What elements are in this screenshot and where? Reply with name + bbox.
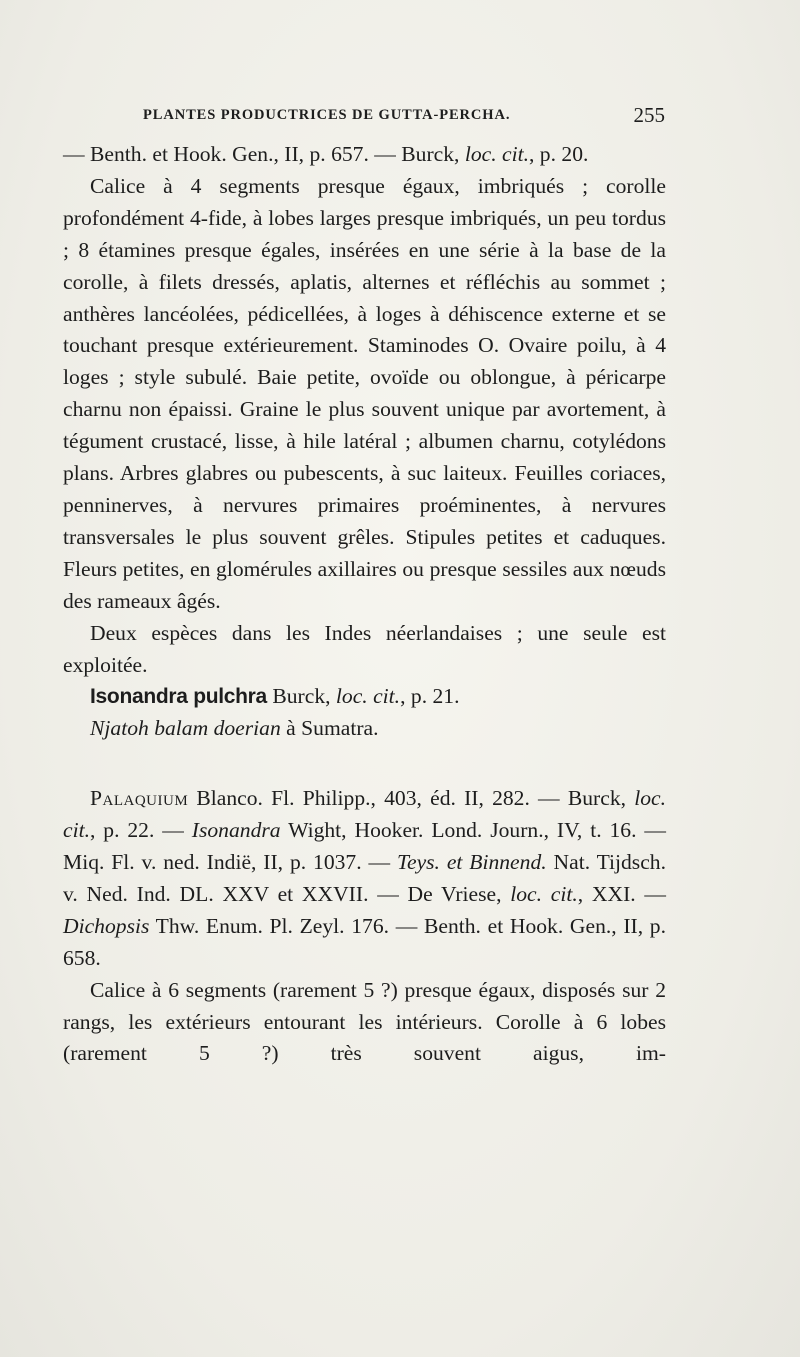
genus-name: Palaquium <box>90 786 189 811</box>
italic-run: loc. cit. <box>464 142 529 166</box>
italic-run: loc. cit. <box>510 881 578 906</box>
italic-run: Isonandra <box>191 818 281 843</box>
vernacular-name: Njatoh balam doerian <box>90 716 281 741</box>
text-run: Wight, Hooker. Lond. Journ., IV, t. 16. — Miq. Fl. v. ned. Indië, II, p. 1037. — <box>63 818 666 875</box>
italic-run: Teys. et Binnend. <box>396 850 547 875</box>
paragraph-calyx-description: Calice à 6 segments (rarement 5 ?) presque égaux, disposés sur 2 rangs, les extérieurs entourant les intérieurs. Corolle à 6 lobes (rarement 5 ?) très souvent aigus, im- <box>63 977 666 1066</box>
italic-run: Dichopsis <box>63 913 150 938</box>
text-run: , XXI. — <box>577 881 666 906</box>
text-run: à Sumatra. <box>280 716 379 741</box>
italic-run: loc. cit. <box>335 684 401 709</box>
text-run: Blanco. Fl. Philipp., 403, éd. II, 282. — Burck, <box>188 786 635 811</box>
paragraph-description: Calice à 4 segments presque égaux, imbriqués ; corolle profondément 4-fide, à lobes larges presque imbriqués, un peu tordus ; 8 étamines presque égales, insérées en une série à la base de la corolle, à filets dressés, aplatis, alternes et réfléchis au sommet ; anthères lancéolées, pédicellées, à loges à déhiscence externe et se touchant presque extérieurement. Staminodes O. Ovaire poilu, à 4 loges ; style subulé. Baie petite, ovoïde ou oblongue, à péricarpe charnu non épaissi. Graine le plus souvent unique par avortement, à tégument crustacé, lisse, à hile latéral ; albumen charnu, cotylédons plans. Arbres glabres ou pubescents, à suc laiteux. Feuilles coriaces, penninerves, à nervures primaires proéminentes, à nervures transversales le plus souvent grêles. Stipules petites et caduques. Fleurs petites, en glomérules axillaires ou presque sessiles aux nœuds des rameaux âgés. <box>63 173 666 613</box>
section-gap <box>63 745 666 783</box>
text-run: Burck, <box>266 684 336 709</box>
running-head <box>143 103 665 129</box>
italic-run: loc. cit. <box>63 786 666 843</box>
body-text <box>63 139 666 1070</box>
text-run: , p. 20. <box>529 142 589 166</box>
paragraph-references-cont <box>63 139 666 171</box>
species-name: Isonandra pulchra <box>90 685 267 709</box>
text-run: , p. 22. — <box>89 818 192 843</box>
running-title: PLANTES PRODUCTRICES DE GUTTA-PERCHA. <box>143 107 511 123</box>
text-run: Thw. Enum. Pl. Zeyl. 176. — Benth. et Hook. Gen., II, p. 658. <box>63 913 666 970</box>
text-run: , p. 21. <box>400 684 460 709</box>
paragraph-species-entry <box>63 681 666 713</box>
paragraph-species-count: Deux espèces dans les Indes néerlandaises ; une seule est exploitée. <box>63 620 666 677</box>
text-run: Nat. Tijdsch. v. Ned. Ind. DL. XXV et XXVII. — De Vriese, <box>63 850 666 906</box>
page-number: 255 <box>633 103 665 127</box>
paragraph-genus-references <box>63 783 666 974</box>
text-run: — Benth. et Hook. Gen., II, p. 657. — Burck, <box>63 142 465 166</box>
paragraph-vernacular-name <box>63 713 666 745</box>
